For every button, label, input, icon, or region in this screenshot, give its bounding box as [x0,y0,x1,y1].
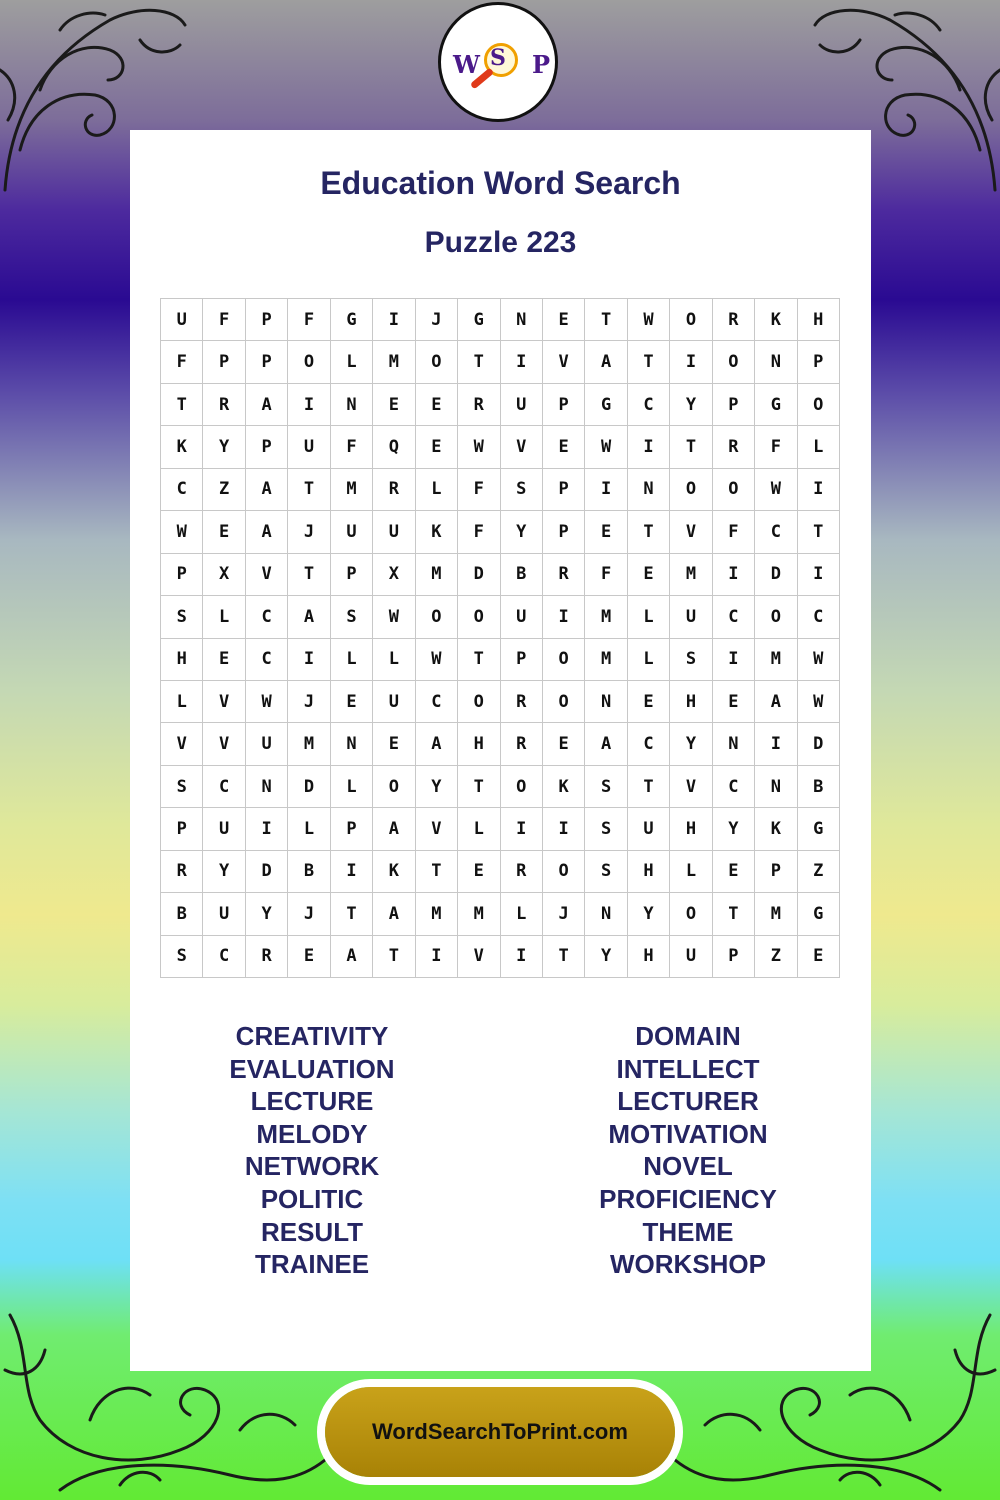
grid-cell[interactable]: V [416,808,458,850]
grid-cell[interactable]: W [585,426,627,468]
wsp-logo [438,2,558,122]
grid-cell[interactable]: B [798,766,840,808]
grid-cell[interactable]: A [373,808,415,850]
grid-cell[interactable]: L [373,639,415,681]
website-link-button[interactable] [325,1387,675,1477]
grid-cell[interactable]: F [755,426,797,468]
grid-cell[interactable]: Q [373,426,415,468]
grid-cell[interactable]: L [331,341,373,383]
grid-cell[interactable]: K [755,808,797,850]
grid-cell[interactable]: I [543,596,585,638]
grid-cell[interactable]: T [288,469,330,511]
grid-cell[interactable]: S [161,936,203,978]
word-list-item: CREATIVITY [235,1021,389,1051]
grid-cell[interactable]: L [203,596,245,638]
grid-cell[interactable]: I [713,639,755,681]
grid-cell[interactable]: T [628,341,670,383]
grid-cell[interactable]: O [543,639,585,681]
grid-cell[interactable]: I [628,426,670,468]
grid-cell[interactable]: R [203,384,245,426]
grid-cell[interactable]: R [161,851,203,893]
word-list-left [162,1020,462,1281]
grid-cell[interactable]: R [501,723,543,765]
grid-cell[interactable]: J [288,681,330,723]
grid-cell[interactable]: P [331,554,373,596]
grid-cell[interactable]: E [713,851,755,893]
grid-cell[interactable]: N [331,384,373,426]
grid-cell[interactable]: Y [670,384,712,426]
grid-cell[interactable]: A [246,511,288,553]
grid-cell[interactable]: S [161,596,203,638]
grid-cell[interactable]: I [501,936,543,978]
grid-cell[interactable]: H [798,299,840,341]
grid-cell[interactable]: H [628,936,670,978]
grid-cell[interactable]: P [246,299,288,341]
grid-cell[interactable]: I [288,384,330,426]
grid-cell[interactable]: O [501,766,543,808]
grid-cell[interactable]: C [416,681,458,723]
grid-cell[interactable]: H [670,808,712,850]
grid-cell[interactable]: U [161,299,203,341]
grid-cell[interactable]: F [161,341,203,383]
grid-cell[interactable]: M [458,893,500,935]
word-list-item: MELODY [256,1118,368,1149]
grid-cell[interactable]: O [458,596,500,638]
grid-cell[interactable]: L [288,808,330,850]
grid-cell[interactable]: A [246,469,288,511]
grid-cell[interactable]: K [416,511,458,553]
grid-cell[interactable]: P [798,341,840,383]
grid-cell[interactable]: V [203,723,245,765]
grid-cell[interactable]: H [670,681,712,723]
grid-cell[interactable]: S [331,596,373,638]
grid-cell[interactable]: E [203,639,245,681]
grid-cell[interactable]: H [628,851,670,893]
grid-cell[interactable]: E [373,384,415,426]
grid-cell[interactable]: W [373,596,415,638]
logo-letter-p: P [532,50,551,79]
grid-cell[interactable]: V [161,723,203,765]
grid-cell[interactable]: I [416,936,458,978]
grid-cell[interactable]: T [543,936,585,978]
grid-cell[interactable]: I [713,554,755,596]
grid-cell[interactable]: E [543,723,585,765]
grid-cell[interactable]: C [161,469,203,511]
grid-cell[interactable]: M [585,596,627,638]
grid-cell[interactable]: A [246,384,288,426]
word-list-item: MOTIVATION [608,1118,768,1149]
grid-cell[interactable]: N [585,681,627,723]
grid-cell[interactable]: R [713,299,755,341]
grid-cell[interactable]: T [628,766,670,808]
grid-cell[interactable]: M [288,723,330,765]
grid-cell[interactable]: R [543,554,585,596]
grid-cell[interactable]: R [501,681,543,723]
word-list-item: PROFICIENCY [599,1183,777,1214]
grid-cell[interactable]: S [585,766,627,808]
word-list-right [538,1020,838,1281]
grid-cell[interactable]: V [501,426,543,468]
grid-cell[interactable]: K [161,426,203,468]
grid-cell[interactable]: M [670,554,712,596]
grid-cell[interactable]: U [670,936,712,978]
grid-cell[interactable]: P [331,808,373,850]
letter-grid [160,298,840,978]
grid-cell[interactable]: V [458,936,500,978]
grid-cell[interactable]: O [670,469,712,511]
grid-cell[interactable]: F [458,469,500,511]
grid-cell[interactable]: O [755,596,797,638]
grid-cell[interactable]: C [713,596,755,638]
grid-cell[interactable]: P [543,511,585,553]
grid-cell[interactable]: N [713,723,755,765]
grid-cell[interactable]: U [288,426,330,468]
grid-cell[interactable]: T [161,384,203,426]
grid-cell[interactable]: W [798,681,840,723]
grid-cell[interactable]: N [755,341,797,383]
word-list-item: RESULT [260,1216,364,1247]
grid-cell[interactable]: O [798,384,840,426]
grid-cell[interactable]: L [628,596,670,638]
grid-cell[interactable]: P [543,384,585,426]
grid-cell[interactable]: J [416,299,458,341]
grid-cell[interactable]: L [670,851,712,893]
grid-cell[interactable]: R [713,426,755,468]
grid-cell[interactable]: I [373,299,415,341]
grid-cell[interactable]: P [543,469,585,511]
grid-cell[interactable]: P [161,808,203,850]
grid-cell[interactable]: K [755,299,797,341]
grid-cell[interactable]: E [628,554,670,596]
grid-cell[interactable]: H [458,723,500,765]
grid-cell[interactable]: C [798,596,840,638]
grid-cell[interactable]: Y [246,893,288,935]
grid-cell[interactable]: L [331,639,373,681]
grid-cell[interactable]: C [628,384,670,426]
grid-cell[interactable]: T [416,851,458,893]
grid-cell[interactable]: U [373,511,415,553]
grid-cell[interactable]: U [246,723,288,765]
grid-cell[interactable]: I [585,469,627,511]
grid-cell[interactable]: O [543,851,585,893]
grid-cell[interactable]: T [798,511,840,553]
grid-cell[interactable]: L [798,426,840,468]
grid-cell[interactable]: E [373,723,415,765]
grid-cell[interactable]: I [670,341,712,383]
website-link-text: WordSearchToPrint.com [372,1419,628,1444]
grid-cell[interactable]: P [246,426,288,468]
grid-cell[interactable]: S [585,851,627,893]
grid-cell[interactable]: M [331,469,373,511]
word-list-item: TRAINEE [254,1249,370,1280]
grid-cell[interactable]: E [458,851,500,893]
grid-cell[interactable]: I [543,808,585,850]
grid-cell[interactable]: W [755,469,797,511]
grid-cell[interactable]: Y [713,808,755,850]
grid-cell[interactable]: G [458,299,500,341]
grid-cell[interactable]: P [161,554,203,596]
grid-cell[interactable]: E [543,426,585,468]
grid-cell[interactable]: M [416,554,458,596]
grid-cell[interactable]: V [203,681,245,723]
logo-letter-s: S [490,45,506,71]
grid-cell[interactable]: G [585,384,627,426]
word-list-item: LECTURER [617,1086,759,1117]
grid-cell[interactable]: F [585,554,627,596]
grid-cell[interactable]: F [331,426,373,468]
grid-cell[interactable]: Z [755,936,797,978]
grid-cell[interactable]: U [203,893,245,935]
grid-cell[interactable]: E [543,299,585,341]
grid-cell[interactable]: F [713,511,755,553]
grid-cell[interactable]: U [628,808,670,850]
grid-cell[interactable]: E [416,384,458,426]
grid-cell[interactable]: E [416,426,458,468]
grid-cell[interactable]: Z [798,851,840,893]
grid-cell[interactable]: O [543,681,585,723]
grid-cell[interactable]: J [288,893,330,935]
grid-cell[interactable]: T [670,426,712,468]
grid-cell[interactable]: V [246,554,288,596]
grid-cell[interactable]: M [755,639,797,681]
grid-cell[interactable]: C [203,936,245,978]
grid-cell[interactable]: L [161,681,203,723]
grid-cell[interactable]: C [203,766,245,808]
grid-cell[interactable]: E [203,511,245,553]
grid-cell[interactable]: M [755,893,797,935]
grid-cell[interactable]: Y [203,426,245,468]
grid-cell[interactable]: B [288,851,330,893]
grid-cell[interactable]: Y [501,511,543,553]
grid-cell[interactable]: M [416,893,458,935]
grid-cell[interactable]: L [458,808,500,850]
grid-cell[interactable]: I [288,639,330,681]
grid-cell[interactable]: U [373,681,415,723]
grid-cell[interactable]: N [755,766,797,808]
grid-cell[interactable]: E [331,681,373,723]
grid-cell[interactable]: A [331,936,373,978]
grid-cell[interactable]: Y [670,723,712,765]
grid-cell[interactable]: E [628,681,670,723]
grid-cell[interactable]: N [501,299,543,341]
grid-cell[interactable]: E [585,511,627,553]
grid-cell[interactable]: D [288,766,330,808]
grid-cell[interactable]: O [416,341,458,383]
grid-cell[interactable]: I [246,808,288,850]
grid-cell[interactable]: S [585,808,627,850]
grid-cell[interactable]: L [501,893,543,935]
grid-cell[interactable]: P [246,341,288,383]
grid-cell[interactable]: E [713,681,755,723]
page-title: Education Word Search [320,165,681,201]
grid-cell[interactable]: N [585,893,627,935]
grid-cell[interactable]: I [501,808,543,850]
grid-cell[interactable]: W [458,426,500,468]
grid-cell[interactable]: G [755,384,797,426]
logo-letter-w: W [453,50,480,79]
grid-cell[interactable]: O [713,469,755,511]
grid-cell[interactable]: T [458,341,500,383]
grid-cell[interactable]: U [501,596,543,638]
grid-cell[interactable]: T [713,893,755,935]
grid-cell[interactable]: S [670,639,712,681]
grid-cell[interactable]: B [501,554,543,596]
grid-cell[interactable]: I [501,341,543,383]
grid-cell[interactable]: T [585,299,627,341]
grid-cell[interactable]: P [755,851,797,893]
grid-cell[interactable]: I [798,554,840,596]
grid-cell[interactable]: P [713,936,755,978]
grid-cell[interactable]: E [798,936,840,978]
grid-cell[interactable]: K [543,766,585,808]
grid-cell[interactable]: L [416,469,458,511]
grid-cell[interactable]: D [755,554,797,596]
grid-cell[interactable]: O [670,299,712,341]
grid-cell[interactable]: V [543,341,585,383]
grid-cell[interactable]: P [713,384,755,426]
grid-cell[interactable]: Y [628,893,670,935]
grid-cell[interactable]: T [288,554,330,596]
grid-cell[interactable]: T [628,511,670,553]
grid-cell[interactable]: O [373,766,415,808]
grid-cell[interactable]: X [203,554,245,596]
grid-cell[interactable]: Y [203,851,245,893]
grid-cell[interactable]: O [288,341,330,383]
grid-cell[interactable]: W [628,299,670,341]
grid-cell[interactable]: C [246,639,288,681]
word-list-item: DOMAIN [635,1021,741,1051]
grid-cell[interactable]: R [373,469,415,511]
grid-cell[interactable]: T [373,936,415,978]
grid-cell[interactable]: O [713,341,755,383]
grid-cell[interactable]: W [416,639,458,681]
grid-cell[interactable]: D [798,723,840,765]
grid-cell[interactable]: R [501,851,543,893]
grid-cell[interactable]: I [331,851,373,893]
grid-cell[interactable]: D [246,851,288,893]
grid-cell[interactable]: B [161,893,203,935]
grid-cell[interactable]: A [585,341,627,383]
grid-cell[interactable]: A [416,723,458,765]
grid-cell[interactable]: P [203,341,245,383]
word-list-item: POLITIC [260,1183,364,1214]
grid-cell[interactable]: W [246,681,288,723]
grid-cell[interactable]: G [331,299,373,341]
grid-cell[interactable]: R [246,936,288,978]
puzzle-number: Puzzle 223 [424,226,577,259]
grid-cell[interactable]: M [585,639,627,681]
grid-cell[interactable]: O [670,893,712,935]
grid-cell[interactable]: U [501,384,543,426]
grid-cell[interactable]: Y [585,936,627,978]
grid-cell[interactable]: F [288,299,330,341]
grid-cell[interactable]: Z [203,469,245,511]
grid-cell[interactable]: W [798,639,840,681]
word-list-item: THEME [642,1216,734,1247]
grid-cell[interactable]: R [458,384,500,426]
grid-cell[interactable]: X [373,554,415,596]
word-list-item: LECTURE [250,1086,374,1117]
grid-cell[interactable]: I [755,723,797,765]
grid-cell[interactable]: F [203,299,245,341]
grid-cell[interactable]: J [543,893,585,935]
grid-cell[interactable]: I [798,469,840,511]
grid-cell[interactable]: Y [416,766,458,808]
grid-cell[interactable]: W [161,511,203,553]
grid-cell[interactable]: M [373,341,415,383]
word-list-item: WORKSHOP [610,1249,766,1280]
grid-cell[interactable]: A [755,681,797,723]
grid-cell[interactable]: K [373,851,415,893]
word-list-item: INTELLECT [616,1053,760,1084]
grid-cell[interactable]: S [501,469,543,511]
grid-cell[interactable]: L [331,766,373,808]
grid-cell[interactable]: C [713,766,755,808]
grid-cell[interactable]: N [331,723,373,765]
grid-cell[interactable]: V [670,511,712,553]
word-list-item: NOVEL [643,1151,733,1182]
grid-cell[interactable]: G [798,808,840,850]
grid-cell[interactable]: O [416,596,458,638]
grid-cell[interactable]: C [628,723,670,765]
grid-cell[interactable]: C [755,511,797,553]
word-list-item: EVALUATION [229,1053,395,1084]
grid-cell[interactable]: F [458,511,500,553]
grid-cell[interactable]: U [670,596,712,638]
grid-cell[interactable]: E [288,936,330,978]
grid-cell[interactable]: A [288,596,330,638]
grid-cell[interactable]: U [203,808,245,850]
grid-cell[interactable]: A [373,893,415,935]
grid-cell[interactable]: T [331,893,373,935]
grid-cell[interactable]: T [458,639,500,681]
grid-cell[interactable]: U [331,511,373,553]
grid-cell[interactable]: J [288,511,330,553]
grid-cell[interactable]: C [246,596,288,638]
grid-cell[interactable]: N [246,766,288,808]
grid-cell[interactable]: S [161,766,203,808]
grid-cell[interactable]: V [670,766,712,808]
word-list-item: NETWORK [244,1151,380,1182]
grid-cell[interactable]: N [628,469,670,511]
grid-cell[interactable]: G [798,893,840,935]
grid-cell[interactable]: T [458,766,500,808]
grid-cell[interactable]: A [585,723,627,765]
grid-cell[interactable]: H [161,639,203,681]
grid-cell[interactable]: P [501,639,543,681]
grid-cell[interactable]: D [458,554,500,596]
grid-cell[interactable]: L [628,639,670,681]
grid-cell[interactable]: O [458,681,500,723]
